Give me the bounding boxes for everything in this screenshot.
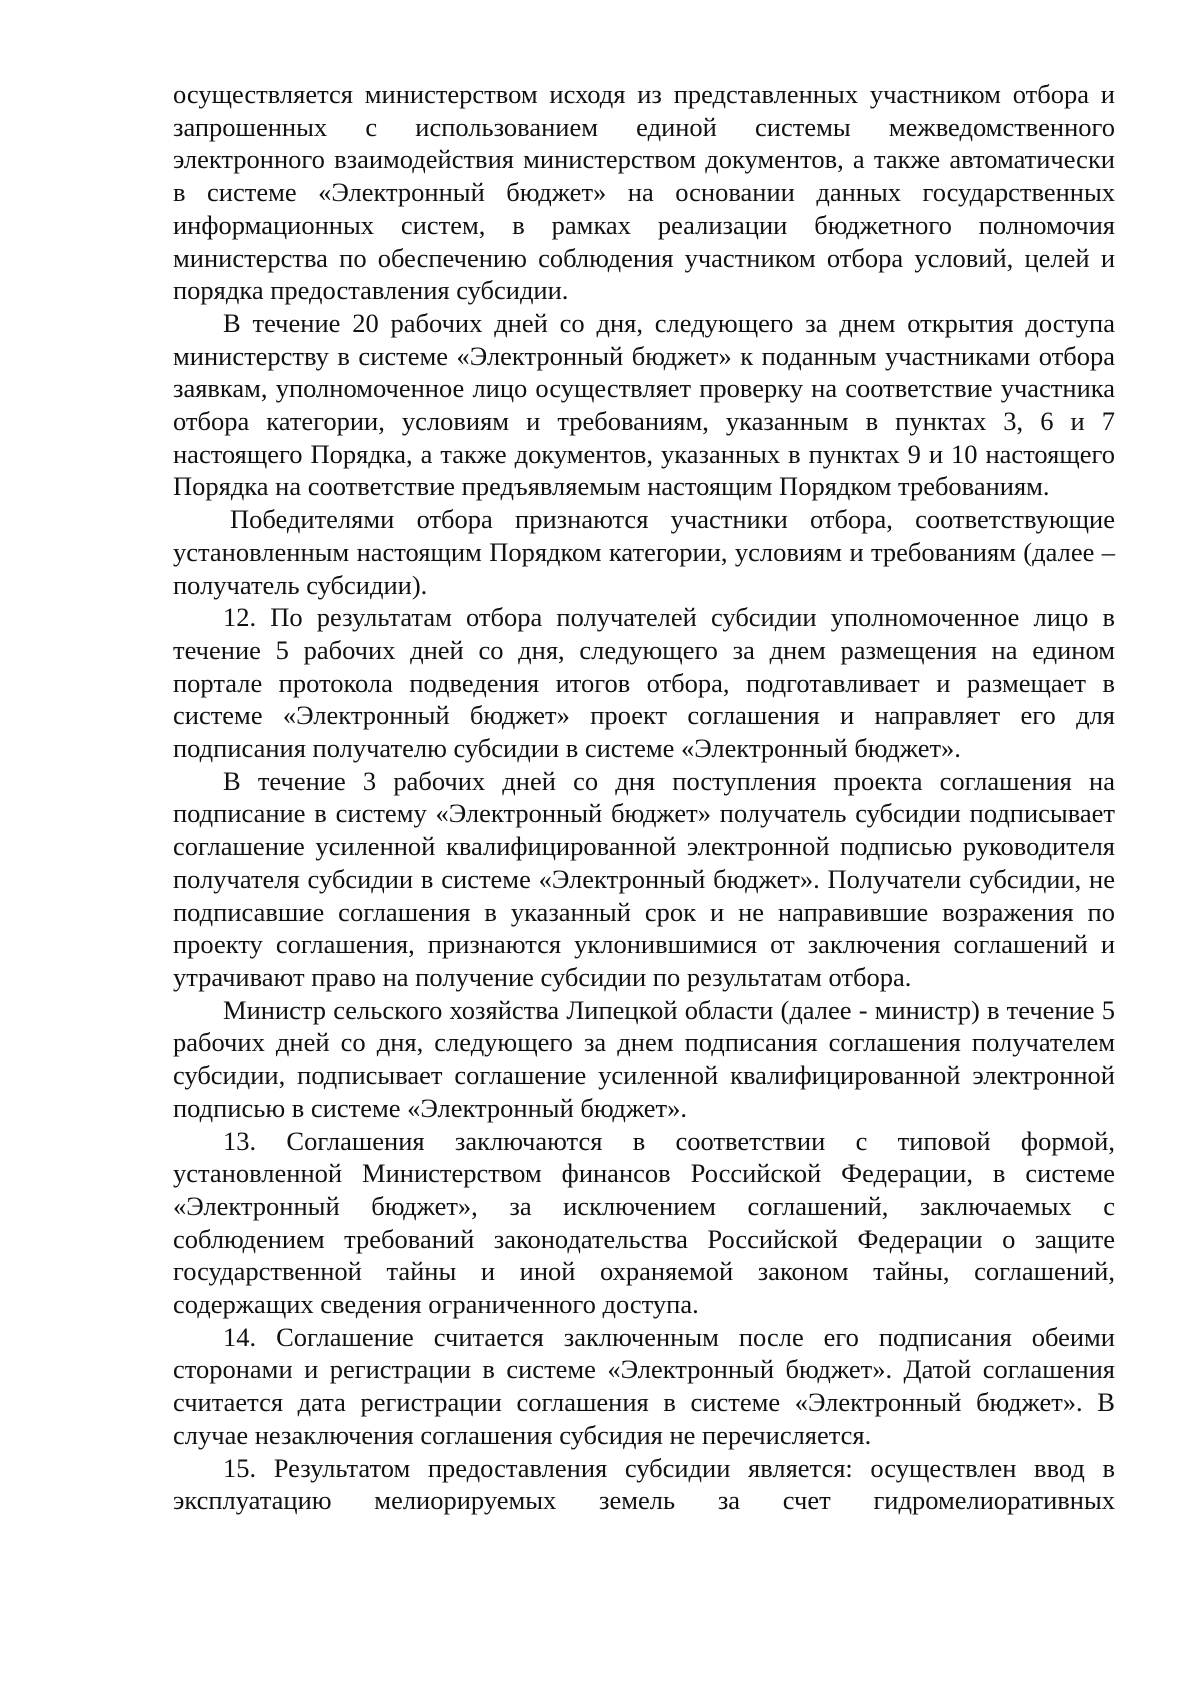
- paragraph-item-14: 14. Соглашение считается заключенным после его подписания обеими сторонами и регистрации в системе «Электронный бюджет». Датой соглашения считается дата регистрации соглашения в системе «Электронный бюджет». В случае незаключения соглашения субсидия не перечисляется.: [173, 1321, 1115, 1450]
- paragraph-winners: Победителями отбора признаются участники отбора, соответствующие установленным настоящим Порядком категории, условиям и требованиям (далее – получатель субсидии).: [173, 504, 1115, 600]
- paragraph-item-12: 12. По результатам отбора получателей субсидии уполномоченное лицо в течение 5 рабочих дней со дня, следующего за днем размещения на едином портале протокола подведения итогов отбора, подготавливает и размещает в системе «Электронный бюджет» проект соглашения и направляет его для подписания получателю субсидии в системе «Электронный бюджет».: [173, 602, 1115, 764]
- paragraph-item-13: 13. Соглашения заключаются в соответствии с типовой формой, установленной Министерством финансов Российской Федерации, в системе «Электронный бюджет», за исключением соглашений, заключаемых с соблюдением требований законодательства Российской Федерации о защите государственной тайны и иной охраняемой законом тайны, соглашений, содержащих сведения ограниченного доступа.: [173, 1125, 1115, 1320]
- document-page: [173, 78, 1115, 1517]
- paragraph-item-15: 15. Результатом предоставления субсидии является: осуществлен ввод в эксплуатацию мелиорируемых земель за счет гидромелиоративных: [173, 1452, 1115, 1516]
- paragraph-review-period: В течение 20 рабочих дней со дня, следующего за днем открытия доступа министерству в системе «Электронный бюджет» к поданным участниками отбора заявкам, уполномоченное лицо осуществляет проверку на соответствие участника отбора категории, условиям и требованиям, указанным в пунктах 3, 6 и 7 настоящего Порядка, а также документов, указанных в пунктах 9 и 10 настоящего Порядка на соответствие предъявляемым настоящим Порядком требованиям.: [173, 307, 1115, 502]
- paragraph-minister-signing: Министр сельского хозяйства Липецкой области (далее - министр) в течение 5 рабочих дней со дня, следующего за днем подписания соглашения получателем субсидии, подписывает соглашение усиленной квалифицированной электронной подписью в системе «Электронный бюджет».: [173, 994, 1115, 1123]
- paragraph-signing-period: В течение 3 рабочих дней со дня поступления проекта соглашения на подписание в систему «Электронный бюджет» получатель субсидии подписывает соглашение усиленной квалифицированной электронной подписью руководителя получателя субсидии в системе «Электронный бюджет». Получатели субсидии, не подписавшие соглашения в указанный срок и не направившие возражения по проекту соглашения, признаются уклонившимися от заключения соглашений и утрачивают право на получение субсидии по результатам отбора.: [173, 765, 1115, 992]
- paragraph-continuation: осуществляется министерством исходя из представленных участником отбора и запрошенных с использованием единой системы межведомственного электронного взаимодействия министерством документов, а также автоматически в системе «Электронный бюджет» на основании данных государственных информационных систем, в рамках реализации бюджетного полномочия министерства по обеспечению соблюдения участником отбора условий, целей и порядка предоставления субсидии.: [173, 79, 1115, 306]
